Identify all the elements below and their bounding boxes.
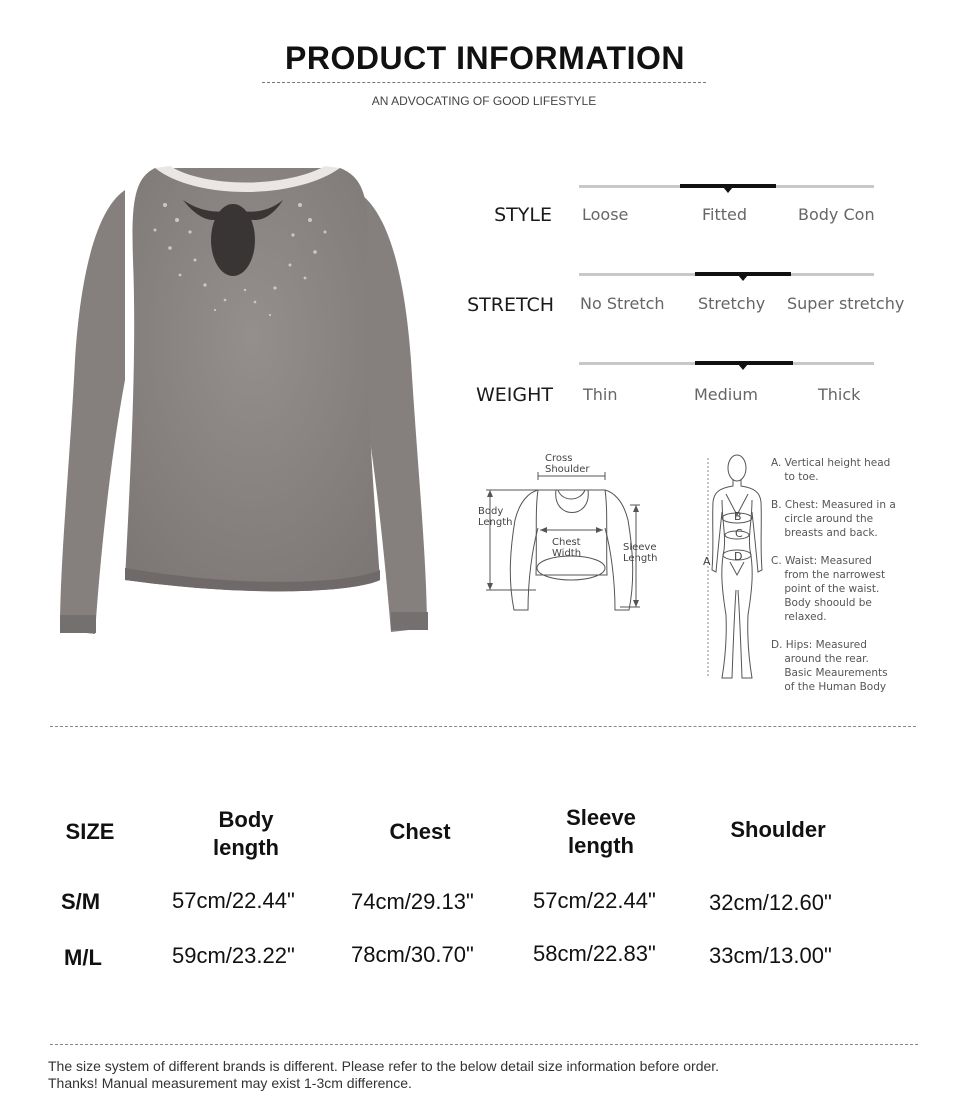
page-title: PRODUCT INFORMATION xyxy=(285,40,685,76)
stretch-option-no-stretch: No Stretch xyxy=(580,294,665,313)
product-image xyxy=(55,160,435,640)
row-size-sm: S/M xyxy=(61,889,101,914)
th-sleeve-length: Sleeve length xyxy=(566,805,636,858)
cell-sm-chest: 74cm/29.13" xyxy=(351,889,474,914)
style-option-fitted: Fitted xyxy=(702,205,748,224)
title-divider xyxy=(262,82,706,83)
cell-ml-shoulder: 33cm/13.00" xyxy=(709,943,832,968)
attr-label-style: STYLE xyxy=(494,204,552,226)
cell-ml-sleeve-length: 58cm/22.83" xyxy=(533,941,656,966)
weight-option-thick: Thick xyxy=(818,385,861,404)
stretch-marker xyxy=(738,275,748,281)
section-divider-top xyxy=(50,726,916,727)
style-marker xyxy=(723,187,733,193)
garment-diagram xyxy=(470,450,670,620)
attr-label-stretch: STRETCH xyxy=(467,294,554,316)
cell-sm-sleeve-length: 57cm/22.44" xyxy=(533,888,656,913)
stretch-option-stretchy: Stretchy xyxy=(698,294,766,313)
marker-d: D xyxy=(734,550,743,563)
page-subtitle: AN ADVOCATING OF GOOD LIFESTYLE xyxy=(371,94,597,108)
cell-ml-chest: 78cm/30.70" xyxy=(351,942,474,967)
label-cross-shoulder: Cross Shoulder xyxy=(545,453,590,475)
weight-option-thin: Thin xyxy=(583,385,618,404)
marker-b: B xyxy=(734,510,742,523)
label-body-length: Body Length xyxy=(478,506,513,528)
note-c: C. Waist: Measured from the narrowest point of the waist. Body shoould be relaxed. xyxy=(771,555,886,623)
th-shoulder: Shoulder xyxy=(730,817,826,842)
note-b: B. Chest: Measured in a circle around the breasts and back. xyxy=(771,499,896,539)
weight-option-medium: Medium xyxy=(694,385,758,404)
footer-note-2: Thanks! Manual measurement may exist 1-3cm difference. xyxy=(48,1075,412,1091)
style-option-body-con: Body Con xyxy=(798,205,875,224)
footer-note-1: The size system of different brands is different. Please refer to the below detail size information before order. xyxy=(48,1058,720,1074)
cell-sm-shoulder: 32cm/12.60" xyxy=(709,890,832,915)
th-size: SIZE xyxy=(65,819,115,844)
cell-ml-body-length: 59cm/23.22" xyxy=(172,943,295,968)
cell-sm-body-length: 57cm/22.44" xyxy=(172,888,295,913)
label-sleeve-length: Sleeve Length xyxy=(623,542,658,564)
label-chest-width: Chest Width xyxy=(552,537,582,559)
weight-marker xyxy=(738,364,748,370)
row-size-ml: M/L xyxy=(64,945,102,970)
note-d: D. Hips: Measured around the rear. Basic Meaurements of the Human Body xyxy=(771,639,888,693)
th-chest: Chest xyxy=(389,819,451,844)
th-body-length: Body length xyxy=(213,807,279,860)
section-divider-bottom xyxy=(50,1044,918,1045)
marker-a: A xyxy=(703,555,711,568)
stretch-option-super-stretchy: Super stretchy xyxy=(787,294,905,313)
note-a: A. Vertical height head to toe. xyxy=(771,457,891,483)
attr-label-weight: WEIGHT xyxy=(475,384,553,406)
style-option-loose: Loose xyxy=(582,205,629,224)
marker-c: C xyxy=(735,527,743,540)
